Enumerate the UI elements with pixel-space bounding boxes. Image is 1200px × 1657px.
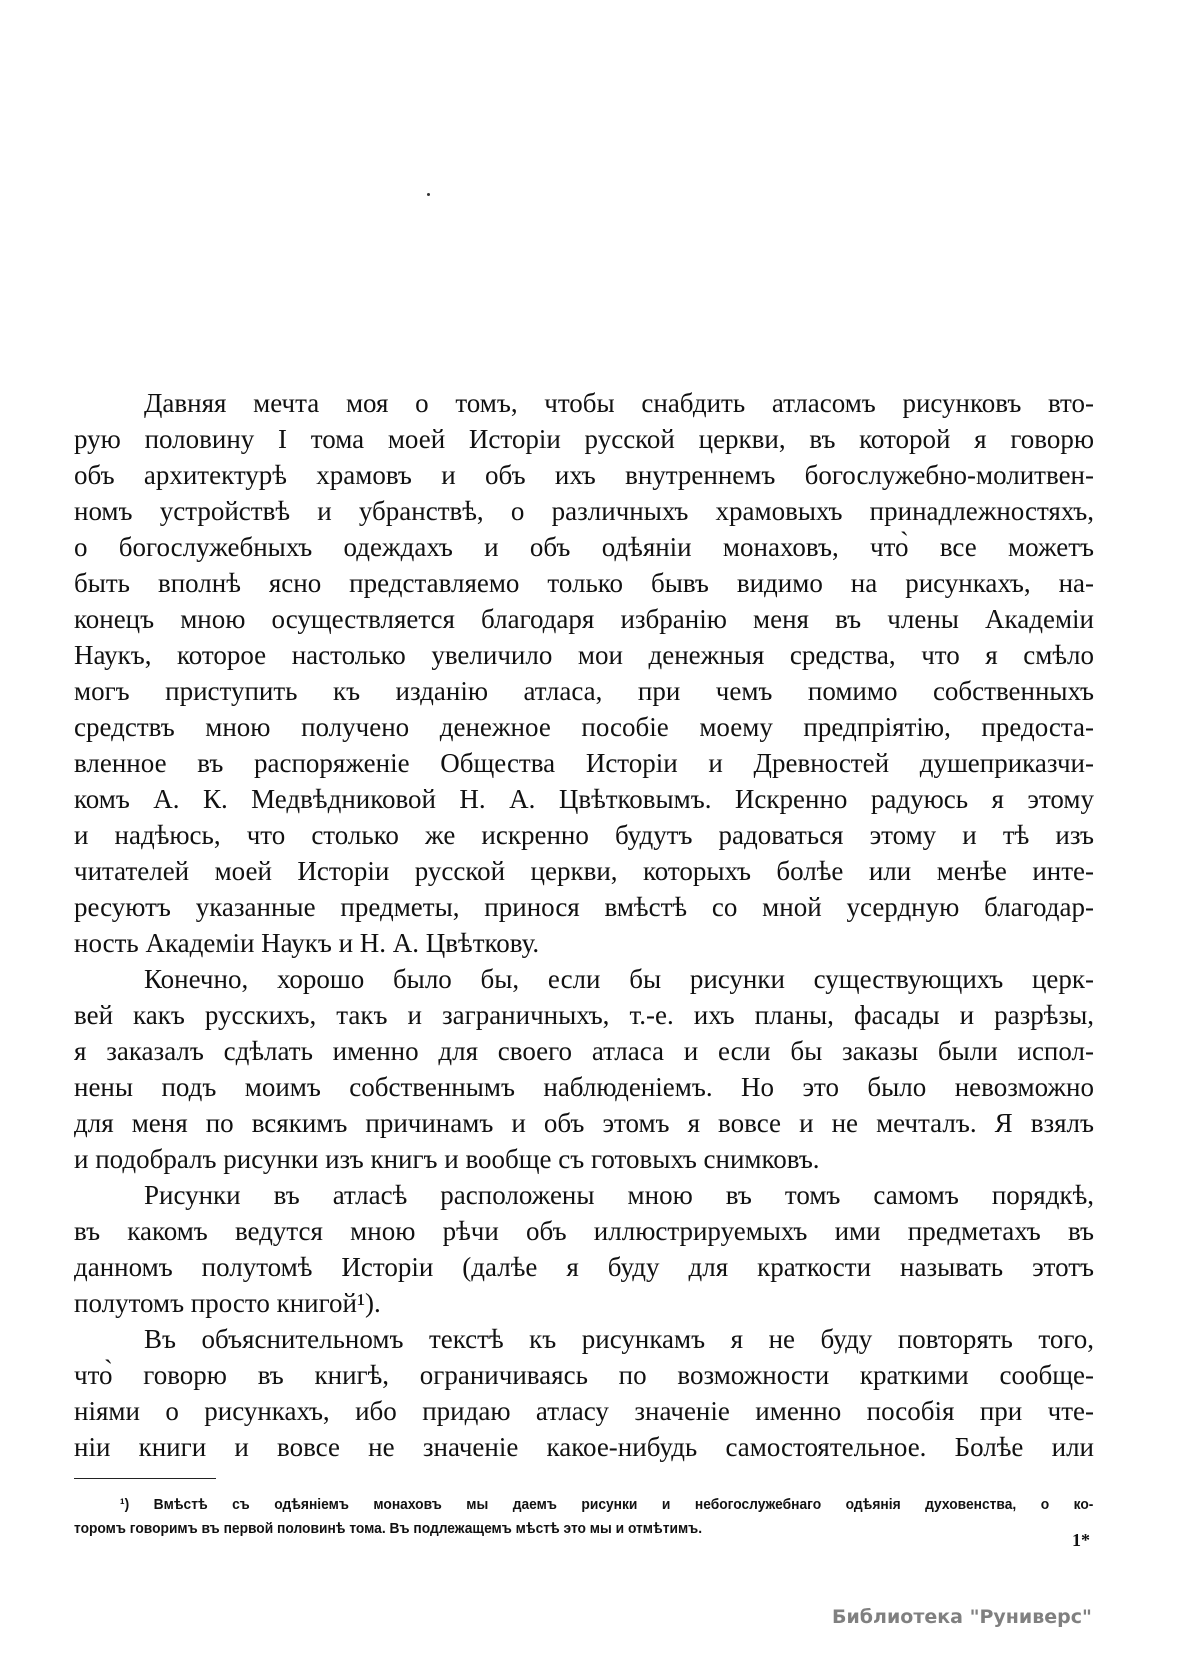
text-line: номъ устройствѣ и убранствѣ, о различныхъ храмовыхъ принадлежностяхъ, — [74, 496, 1094, 526]
text-line: въ какомъ ведутся мною рѣчи объ иллюстрируемыхъ ими предметахъ въ — [74, 1216, 1094, 1246]
text-line: рую половину I тома моей Исторіи русской церкви, въ которой я говорю — [74, 424, 1094, 454]
footnote-line: торомъ говоримъ въ первой половинѣ тома. Въ подлежащемъ мѣстѣ это мы и отмѣтимъ. — [74, 1520, 703, 1537]
text-line: и надѣюсь, что столько же искренно будутъ радоваться этому и тѣ изъ — [74, 820, 1094, 850]
text-line: ность Академіи Наукъ и Н. А. Цвѣткову. — [74, 928, 540, 958]
footnote — [74, 1493, 1094, 1541]
text-line: комъ А. К. Медвѣдниковой Н. А. Цвѣтковымъ. Искренно радуюсь я этому — [74, 784, 1094, 814]
text-line: Наукъ, которое настолько увеличило мои денежныя средства, что я смѣло — [74, 640, 1094, 670]
text-line: Въ объяснительномъ текстѣ къ рисункамъ я не буду повторять того, — [144, 1324, 1094, 1354]
footnote-divider — [74, 1478, 216, 1479]
text-line: ресуютъ указанные предметы, принося вмѣстѣ со мной усердную благодар- — [74, 892, 1094, 922]
text-line: конецъ мною осуществляется благодаря избранію меня въ члены Академіи — [74, 604, 1094, 634]
text-line: Конечно, хорошо было бы, если бы рисунки существующихъ церк- — [144, 964, 1094, 994]
text-line: вей какъ русскихъ, такъ и заграничныхъ, т.-е. ихъ планы, фасады и разрѣзы, — [74, 1000, 1094, 1030]
text-line: данномъ полутомѣ Исторіи (далѣе я буду для краткости называть этотъ — [74, 1252, 1094, 1282]
stray-mark — [427, 193, 430, 196]
footnote-line: ¹) Вмѣстѣ съ одѣяніемъ монаховъ мы даемъ рисунки и небогослужебнаго одѣянія духовенства, о ко- — [120, 1496, 1094, 1513]
text-line: быть вполнѣ ясно представляемо только бывъ видимо на рисункахъ, на- — [74, 568, 1094, 598]
text-line: для меня по всякимъ причинамъ и объ этомъ я вовсе и не мечталъ. Я взялъ — [74, 1108, 1094, 1138]
text-line: могъ приступить къ изданію атласа, при чемъ помимо собственныхъ — [74, 676, 1094, 706]
text-line: Давняя мечта моя о томъ, чтобы снабдить атласомъ рисунковъ вто- — [144, 388, 1094, 418]
text-line: и подобралъ рисунки изъ книгъ и вообще съ готовыхъ снимковъ. — [74, 1144, 820, 1174]
text-line: ніи книги и вовсе не значеніе какое-нибудь самостоятельное. Болѣе или — [74, 1432, 1094, 1462]
page-number: 1* — [1072, 1530, 1090, 1550]
text-line: объ архитектурѣ храмовъ и объ ихъ внутреннемъ богослужебно-молитвен- — [74, 460, 1094, 490]
text-line: ніями о рисункахъ, ибо придаю атласу значеніе именно пособія при чте- — [74, 1396, 1094, 1426]
text-line: Рисунки въ атласѣ расположены мною въ томъ самомъ порядкѣ, — [144, 1180, 1094, 1210]
text-line: что̀ говорю въ книгѣ, ограничиваясь по возможности краткими сообще- — [74, 1360, 1094, 1390]
text-line: нены подъ моимъ собственнымъ наблюденіемъ. Но это было невозможно — [74, 1072, 1094, 1102]
text-line: о богослужебныхъ одеждахъ и объ одѣяніи монаховъ, что̀ все можетъ — [74, 532, 1094, 562]
text-line: средствъ мною получено денежное пособіе моему предпріятію, предоста- — [74, 712, 1094, 742]
body-text — [74, 385, 1094, 1465]
text-line: читателей моей Исторіи русской церкви, которыхъ болѣе или менѣе инте- — [74, 856, 1094, 886]
text-line: вленное въ распоряженіе Общества Исторіи и Древностей душеприказчи- — [74, 748, 1094, 778]
text-line: полутомъ просто книгой¹). — [74, 1288, 381, 1318]
watermark: Библиотека "Руниверс" — [832, 1606, 1092, 1628]
text-line: я заказалъ сдѣлать именно для своего атласа и если бы заказы были испол- — [74, 1036, 1094, 1066]
